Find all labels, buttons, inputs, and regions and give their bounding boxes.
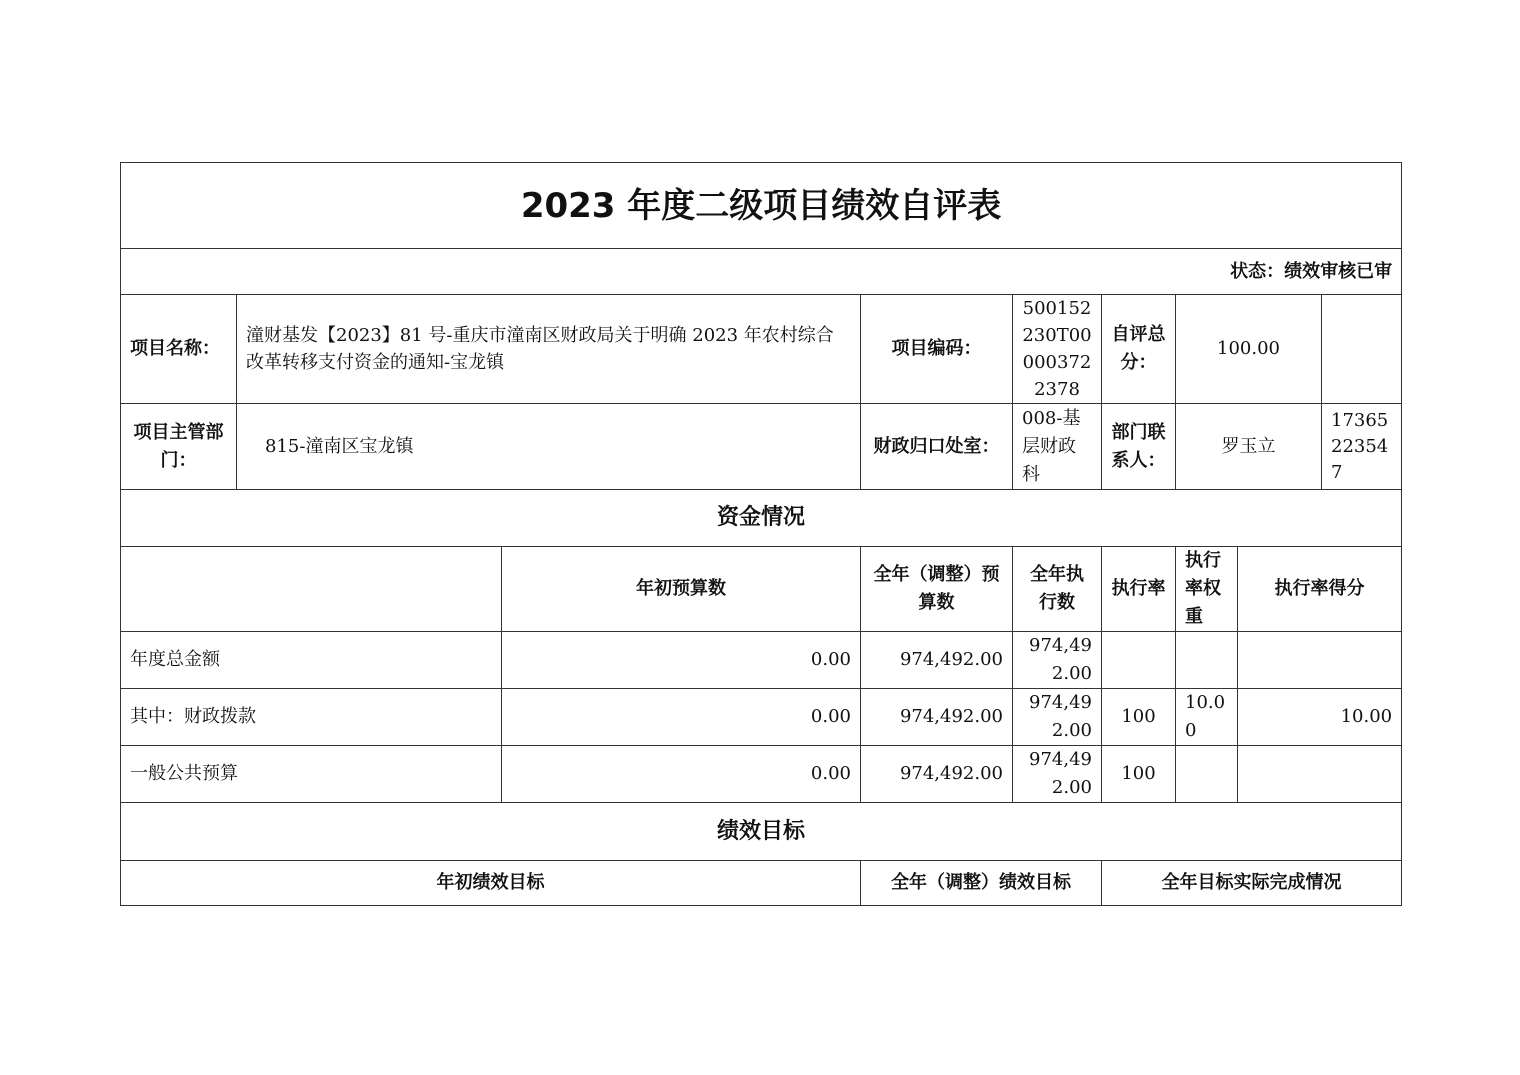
row-adjusted: 974,492.00 <box>861 632 1013 689</box>
row-weight <box>1176 746 1238 803</box>
self-score-value: 100.00 <box>1176 295 1322 404</box>
project-name-value: 潼财基发【2023】81 号-重庆市潼南区财政局关于明确 2023 年农村综合改革转移支付资金的通知-宝龙镇 <box>237 295 861 404</box>
funds-header-executed: 全年执行数 <box>1013 547 1102 632</box>
goals-header-initial: 年初绩效目标 <box>121 861 861 906</box>
funds-header-adjusted: 全年（调整）预算数 <box>861 547 1013 632</box>
page-title: 2023 年度二级项目绩效自评表 <box>121 163 1402 249</box>
row-rate: 100 <box>1102 746 1176 803</box>
office-label: 财政归口处室： <box>861 404 1013 490</box>
row-initial: 0.00 <box>502 632 861 689</box>
funds-header-score: 执行率得分 <box>1238 547 1402 632</box>
funds-header-rate: 执行率 <box>1102 547 1176 632</box>
table-row <box>121 689 1402 746</box>
funds-header-initial: 年初预算数 <box>502 547 861 632</box>
empty-cell <box>1322 295 1402 404</box>
table-row <box>121 632 1402 689</box>
project-name-label: 项目名称： <box>121 295 237 404</box>
status-text: 状态：绩效审核已审 <box>121 249 1402 295</box>
row-label: 其中：财政拨款 <box>121 689 502 746</box>
row-score <box>1238 632 1402 689</box>
row-executed: 974,492.00 <box>1013 689 1102 746</box>
dept-label: 项目主管部门： <box>121 404 237 490</box>
project-code-value: 500152230T000003722378 <box>1013 295 1102 404</box>
office-value: 008-基层财政科 <box>1013 404 1102 490</box>
row-initial: 0.00 <box>502 746 861 803</box>
row-score: 10.00 <box>1238 689 1402 746</box>
project-code-label: 项目编码： <box>861 295 1013 404</box>
row-initial: 0.00 <box>502 689 861 746</box>
performance-evaluation-table <box>120 162 1402 906</box>
row-score <box>1238 746 1402 803</box>
row-executed: 974,492.00 <box>1013 746 1102 803</box>
row-rate: 100 <box>1102 689 1176 746</box>
funds-section-title: 资金情况 <box>121 490 1402 547</box>
row-rate <box>1102 632 1176 689</box>
phone-value: 17365223547 <box>1322 404 1402 490</box>
goals-header-adjusted: 全年（调整）绩效目标 <box>861 861 1102 906</box>
self-score-label: 自评总分： <box>1102 295 1176 404</box>
goals-header-actual: 全年目标实际完成情况 <box>1102 861 1402 906</box>
contact-value: 罗玉立 <box>1176 404 1322 490</box>
row-adjusted: 974,492.00 <box>861 746 1013 803</box>
contact-label: 部门联系人： <box>1102 404 1176 490</box>
row-weight: 10.00 <box>1176 689 1238 746</box>
row-weight <box>1176 632 1238 689</box>
table-row <box>121 746 1402 803</box>
dept-value: 815-潼南区宝龙镇 <box>237 404 861 490</box>
row-label: 一般公共预算 <box>121 746 502 803</box>
funds-header-weight: 执行率权重 <box>1176 547 1238 632</box>
row-adjusted: 974,492.00 <box>861 689 1013 746</box>
row-label: 年度总金额 <box>121 632 502 689</box>
funds-header-blank <box>121 547 502 632</box>
goals-section-title: 绩效目标 <box>121 803 1402 861</box>
row-executed: 974,492.00 <box>1013 632 1102 689</box>
